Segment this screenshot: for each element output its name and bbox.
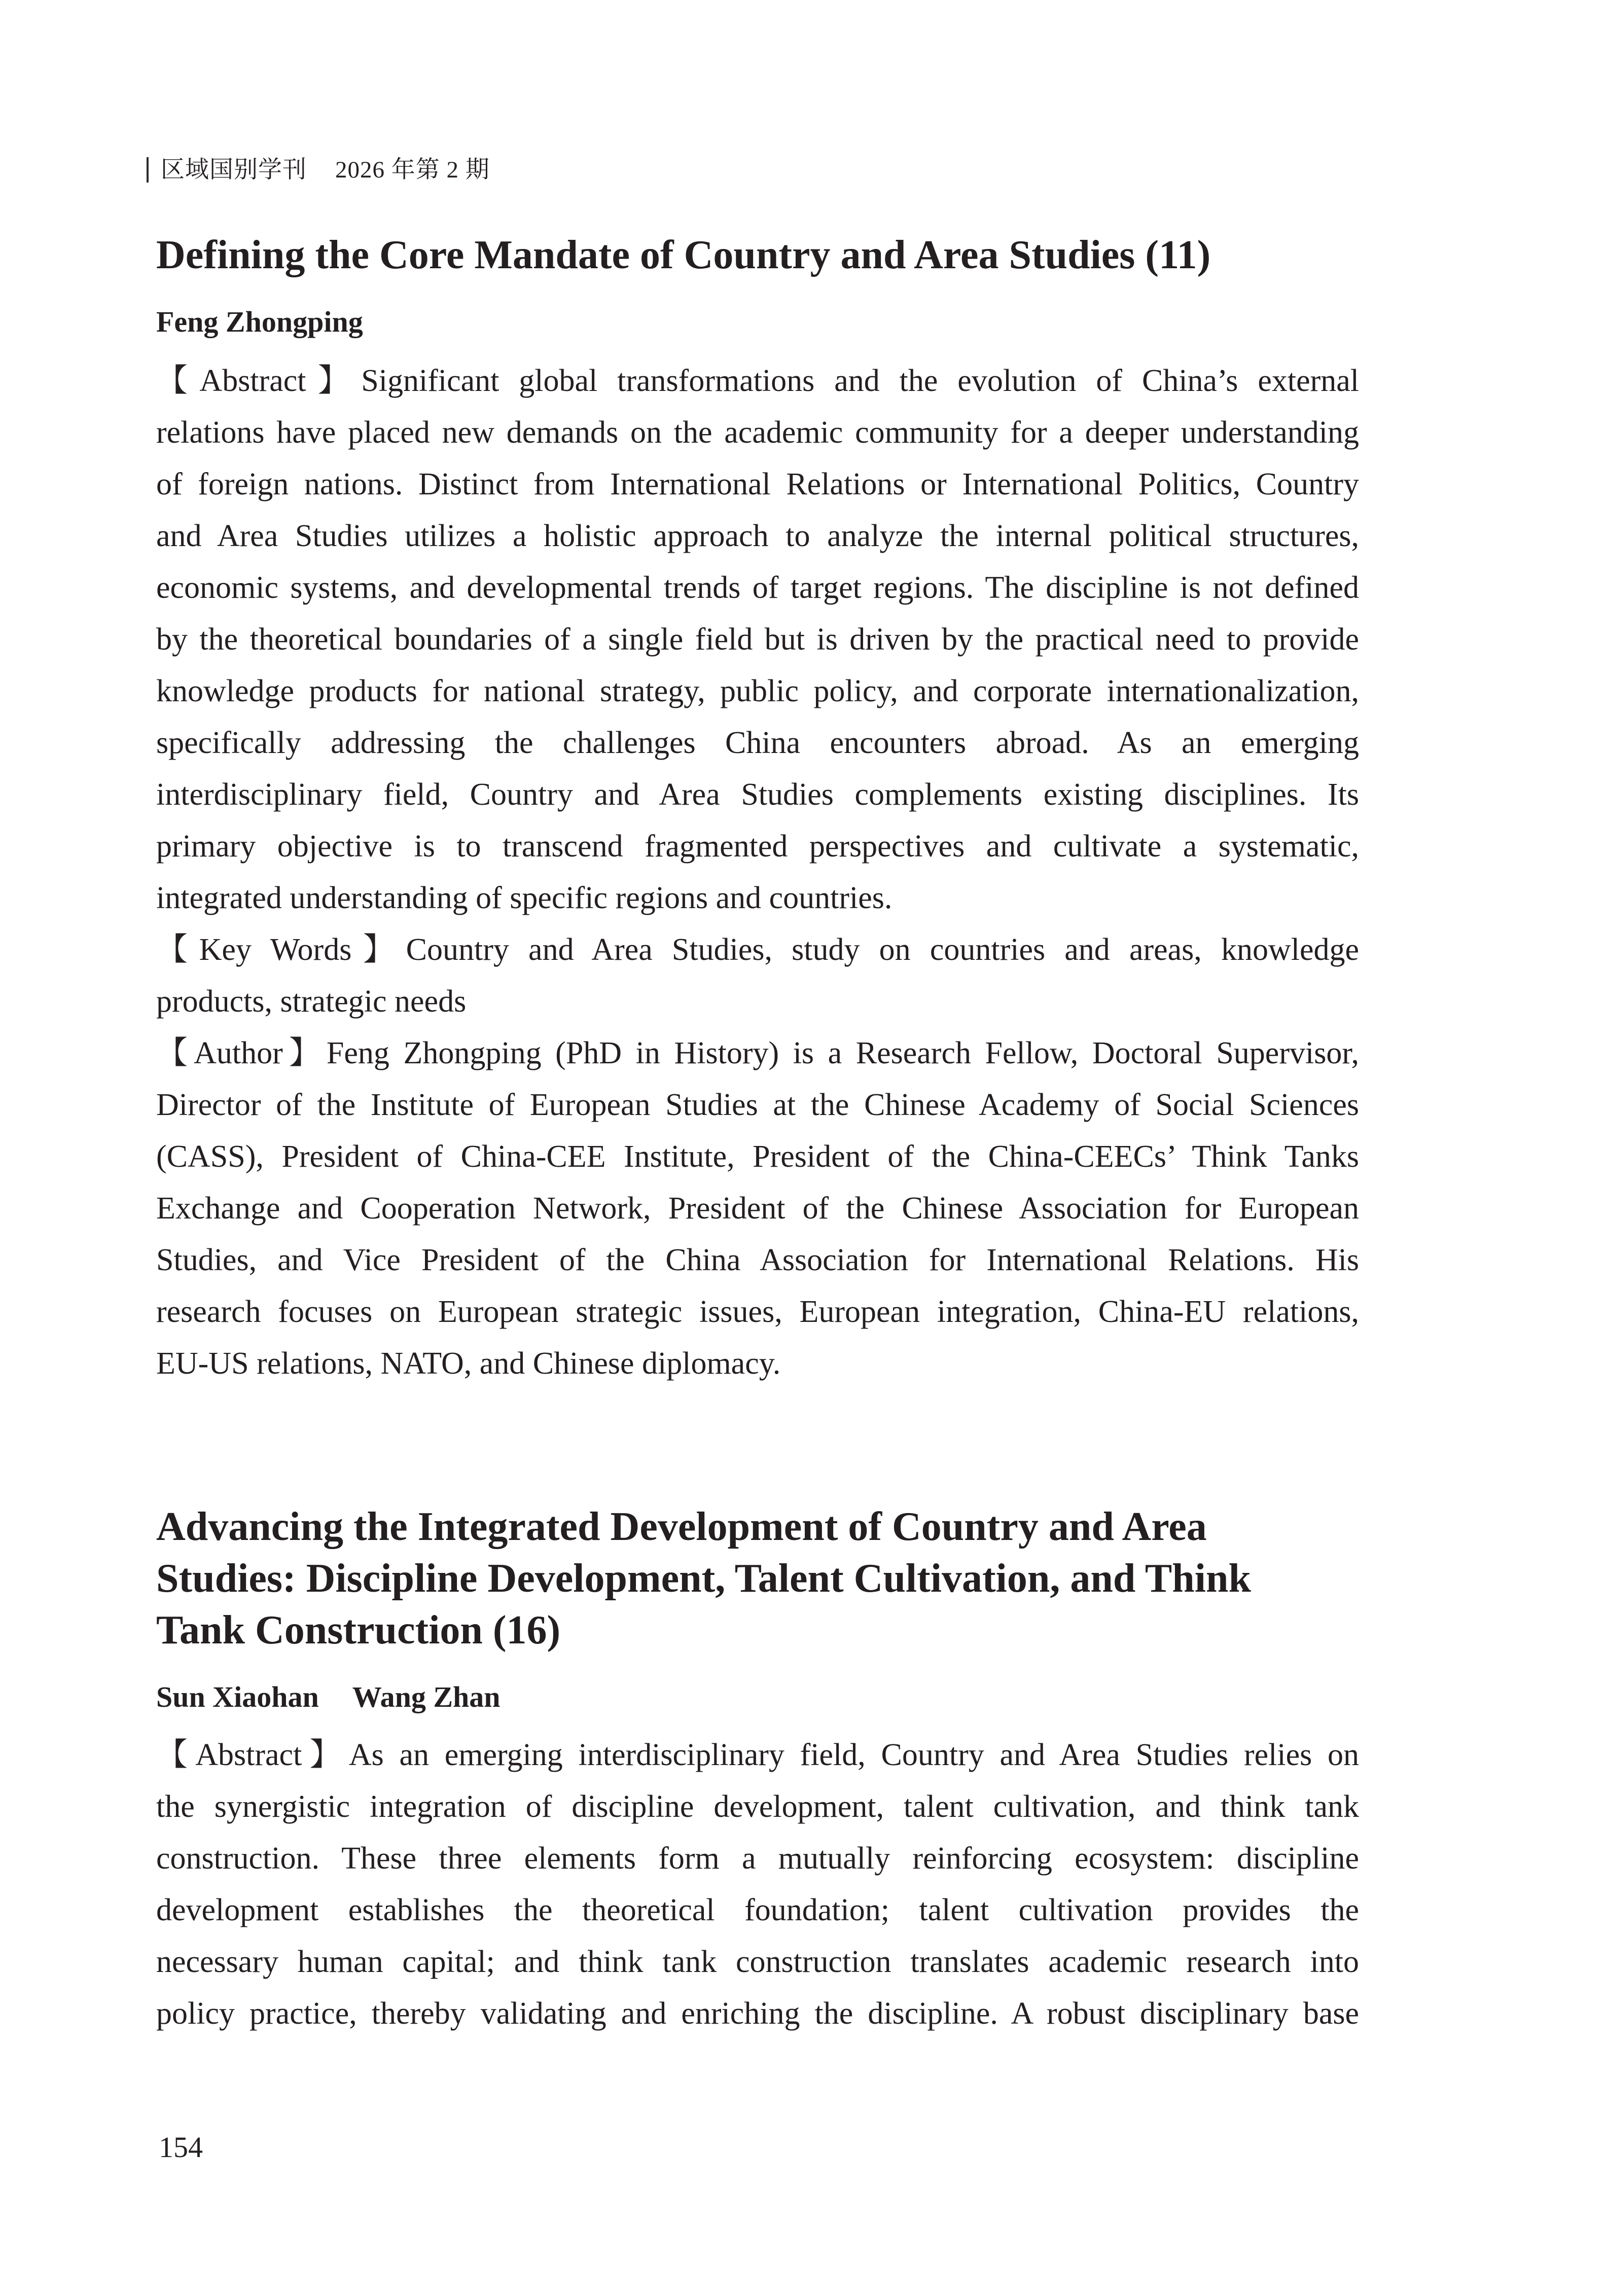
author-bio-line: research focuses on European strategic issues, European integration, China-EU relations,: [156, 1295, 1359, 1329]
title-line: Advancing the Integrated Development of Country and Area: [156, 1504, 1207, 1549]
keywords-line: products, strategic needs: [156, 984, 467, 1019]
abstract-line: by the theoretical boundaries of a single field but is driven by the practical need to provide: [156, 622, 1359, 657]
journal-name: 区域国别学刊: [161, 157, 307, 183]
author-name: Sun Xiaohan: [156, 1680, 319, 1713]
abstract-line: relations have placed new demands on the academic community for a deeper understanding: [156, 415, 1359, 450]
keywords-label: 【Key Words】: [156, 932, 406, 967]
author-bio-line: Director of the Institute of European Studies at the Chinese Academy of Social Sciences: [156, 1088, 1359, 1122]
abstract-line: and Area Studies utilizes a holistic approach to analyze the internal political structures,: [156, 519, 1359, 553]
author-name: Feng Zhongping: [156, 305, 363, 338]
abstract-line: economic systems, and developmental trends of target regions. The discipline is not defined: [156, 570, 1359, 605]
article-2-abstract: [156, 1729, 1359, 2039]
abstract-line: 【Abstract】As an emerging interdisciplinary field, Country and Area Studies relies on: [156, 1738, 1359, 1772]
title-line: Tank Construction (16): [156, 1608, 561, 1653]
abstract-label: 【Abstract】: [156, 364, 362, 398]
author-bio-line: Studies, and Vice President of the China Association for International Relations. His: [156, 1243, 1359, 1277]
title-line: Defining the Core Mandate of Country and Area Studies (11): [156, 233, 1211, 277]
abstract-line: the synergistic integration of discipline development, talent cultivation, and think tank: [156, 1789, 1359, 1824]
abstract-line: policy practice, thereby validating and enriching the discipline. A robust disciplinary base: [156, 1996, 1359, 2031]
abstract-line: interdisciplinary field, Country and Area Studies complements existing disciplines. Its: [156, 777, 1359, 812]
title-line: Studies: Discipline Development, Talent Cultivation, and Think: [156, 1556, 1251, 1601]
header-rule: [147, 157, 149, 183]
article-1-title: [156, 229, 1373, 281]
abstract-line: integrated understanding of specific regions and countries.: [156, 881, 892, 915]
abstract-line: development establishes the theoretical foundation; talent cultivation provides the: [156, 1893, 1359, 1927]
abstract-line: of foreign nations. Distinct from International Relations or International Politics, Country: [156, 467, 1359, 501]
author-bio-line: Exchange and Cooperation Network, President of the Chinese Association for European: [156, 1191, 1359, 1226]
article-2-title: [156, 1501, 1373, 1656]
article-2-authors: [156, 1679, 501, 1715]
page-number: 154: [159, 2131, 203, 2164]
abstract-line: construction. These three elements form a mutually reinforcing ecosystem: discipline: [156, 1841, 1359, 1876]
abstract-line: primary objective is to transcend fragmented perspectives and cultivate a systematic,: [156, 829, 1359, 864]
abstract-line: specifically addressing the challenges China encounters abroad. As an emerging: [156, 726, 1359, 760]
abstract-line: 【Abstract】Significant global transformations and the evolution of China’s external: [156, 364, 1359, 398]
author-bio-label: 【Author】: [156, 1036, 327, 1070]
running-header: [147, 156, 490, 184]
article-1-abstract: [156, 355, 1359, 1389]
article-1-authors: [156, 304, 363, 340]
abstract-line: knowledge products for national strategy, public policy, and corporate internationalization,: [156, 674, 1359, 708]
author-name: Wang Zhan: [352, 1680, 501, 1713]
author-bio-line: EU-US relations, NATO, and Chinese diplomacy.: [156, 1346, 781, 1381]
abstract-line: necessary human capital; and think tank construction translates academic research into: [156, 1945, 1359, 1979]
abstract-label: 【Abstract】: [156, 1738, 349, 1772]
header-text: [161, 156, 490, 184]
author-bio-line: 【Author】Feng Zhongping (PhD in History) is a Research Fellow, Doctoral Supervisor,: [156, 1036, 1359, 1070]
author-bio-line: (CASS), President of China-CEE Institute, President of the China-CEECs’ Think Tanks: [156, 1139, 1359, 1174]
issue-label: 2026 年第 2 期: [335, 157, 490, 183]
keywords-line: 【Key Words】Country and Area Studies, study on countries and areas, knowledge: [156, 932, 1359, 967]
